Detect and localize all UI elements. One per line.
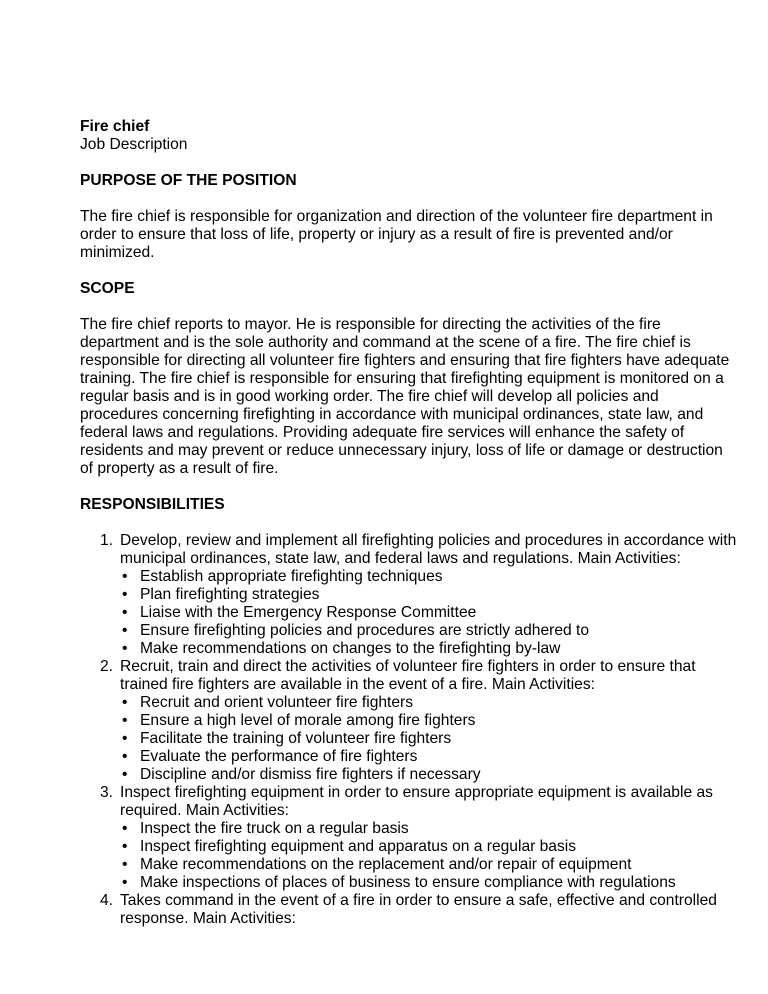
bullet-icon: • [122,604,128,621]
activities-list [120,694,740,784]
activity-item: • Make inspections of places of business to ensure compliance with regulations [122,874,676,891]
activity-item: • Establish appropriate firefighting techniques [122,568,443,585]
document-subtitle: Job Description [80,136,188,153]
activity-item: • Ensure a high level of morale among fire fighters [122,712,476,729]
bullet-icon: • [122,820,128,837]
activity-item: • Facilitate the training of volunteer fire fighters [122,730,452,747]
responsibility-number: 3. [100,784,114,801]
activity-item: • Plan firefighting strategies [122,586,320,603]
responsibility-text: Develop, review and implement all firefighting policies and procedures in accordance with municipal ordinances, state law, and federal laws and regulations. Main Activities: [120,532,737,567]
purpose-text: The fire chief is responsible for organization and direction of the volunteer fire department in order to ensure that loss of life, property or injury as a result of fire is prevented and/or minimized. [80,208,713,261]
document-page [80,118,740,928]
bullet-icon: • [122,640,128,657]
activity-item: • Ensure firefighting policies and procedures are strictly adhered to [122,622,589,639]
document-title: Fire chief [80,118,150,135]
bullet-icon: • [122,838,128,855]
activity-item: • Make recommendations on changes to the firefighting by-law [122,640,561,657]
activities-list [120,568,740,658]
responsibility-text: Inspect firefighting equipment in order to ensure appropriate equipment is available as required. Main Activities: [120,784,713,819]
scope-heading: SCOPE [80,280,135,297]
responsibilities-heading: RESPONSIBILITIES [80,496,225,513]
bullet-icon: • [122,766,128,783]
activity-item: • Make recommendations on the replacement and/or repair of equipment [122,856,632,873]
purpose-heading: PURPOSE OF THE POSITION [80,172,297,189]
responsibility-item [80,658,740,784]
scope-text: The fire chief reports to mayor. He is responsible for directing the activities of the fire department and is the sole authority and command at the scene of a fire. The fire chief is responsible for directing all volunteer fire fighters and ensuring that fire fighters have adequate training. The fire chief is responsible for ensuring that firefighting equipment is monitored on a regular basis and is in good working order. The fire chief will develop all policies and procedures concerning firefighting in accordance with municipal ordinances, state law, and federal laws and regulations. Providing adequate fire services will enhance the safety of residents and may prevent or reduce unnecessary injury, loss of life or damage or destruction of property as a result of fire. [80,316,730,477]
bullet-icon: • [122,586,128,603]
responsibilities-list [80,532,740,928]
activity-item: • Liaise with the Emergency Response Committee [122,604,477,621]
activities-list [120,820,740,892]
bullet-icon: • [122,748,128,765]
bullet-icon: • [122,712,128,729]
activity-item: • Evaluate the performance of fire fighters [122,748,418,765]
bullet-icon: • [122,874,128,891]
activity-item: • Discipline and/or dismiss fire fighters if necessary [122,766,481,783]
responsibility-text: Recruit, train and direct the activities of volunteer fire fighters in order to ensure that trained fire fighters are available in the event of a fire. Main Activities: [120,658,696,693]
bullet-icon: • [122,568,128,585]
responsibility-number: 2. [100,658,114,675]
responsibility-number: 1. [100,532,114,549]
responsibility-item [80,784,740,892]
activity-item: • Inspect the fire truck on a regular basis [122,820,409,837]
bullet-icon: • [122,730,128,747]
responsibility-text: Takes command in the event of a fire in order to ensure a safe, effective and controlled response. Main Activities: [120,892,717,927]
bullet-icon: • [122,856,128,873]
responsibility-item [80,532,740,658]
responsibility-number: 4. [100,892,114,909]
bullet-icon: • [122,622,128,639]
activity-item: • Inspect firefighting equipment and apparatus on a regular basis [122,838,577,855]
responsibility-item [80,892,740,928]
activity-item: • Recruit and orient volunteer fire fighters [122,694,414,711]
bullet-icon: • [122,694,128,711]
